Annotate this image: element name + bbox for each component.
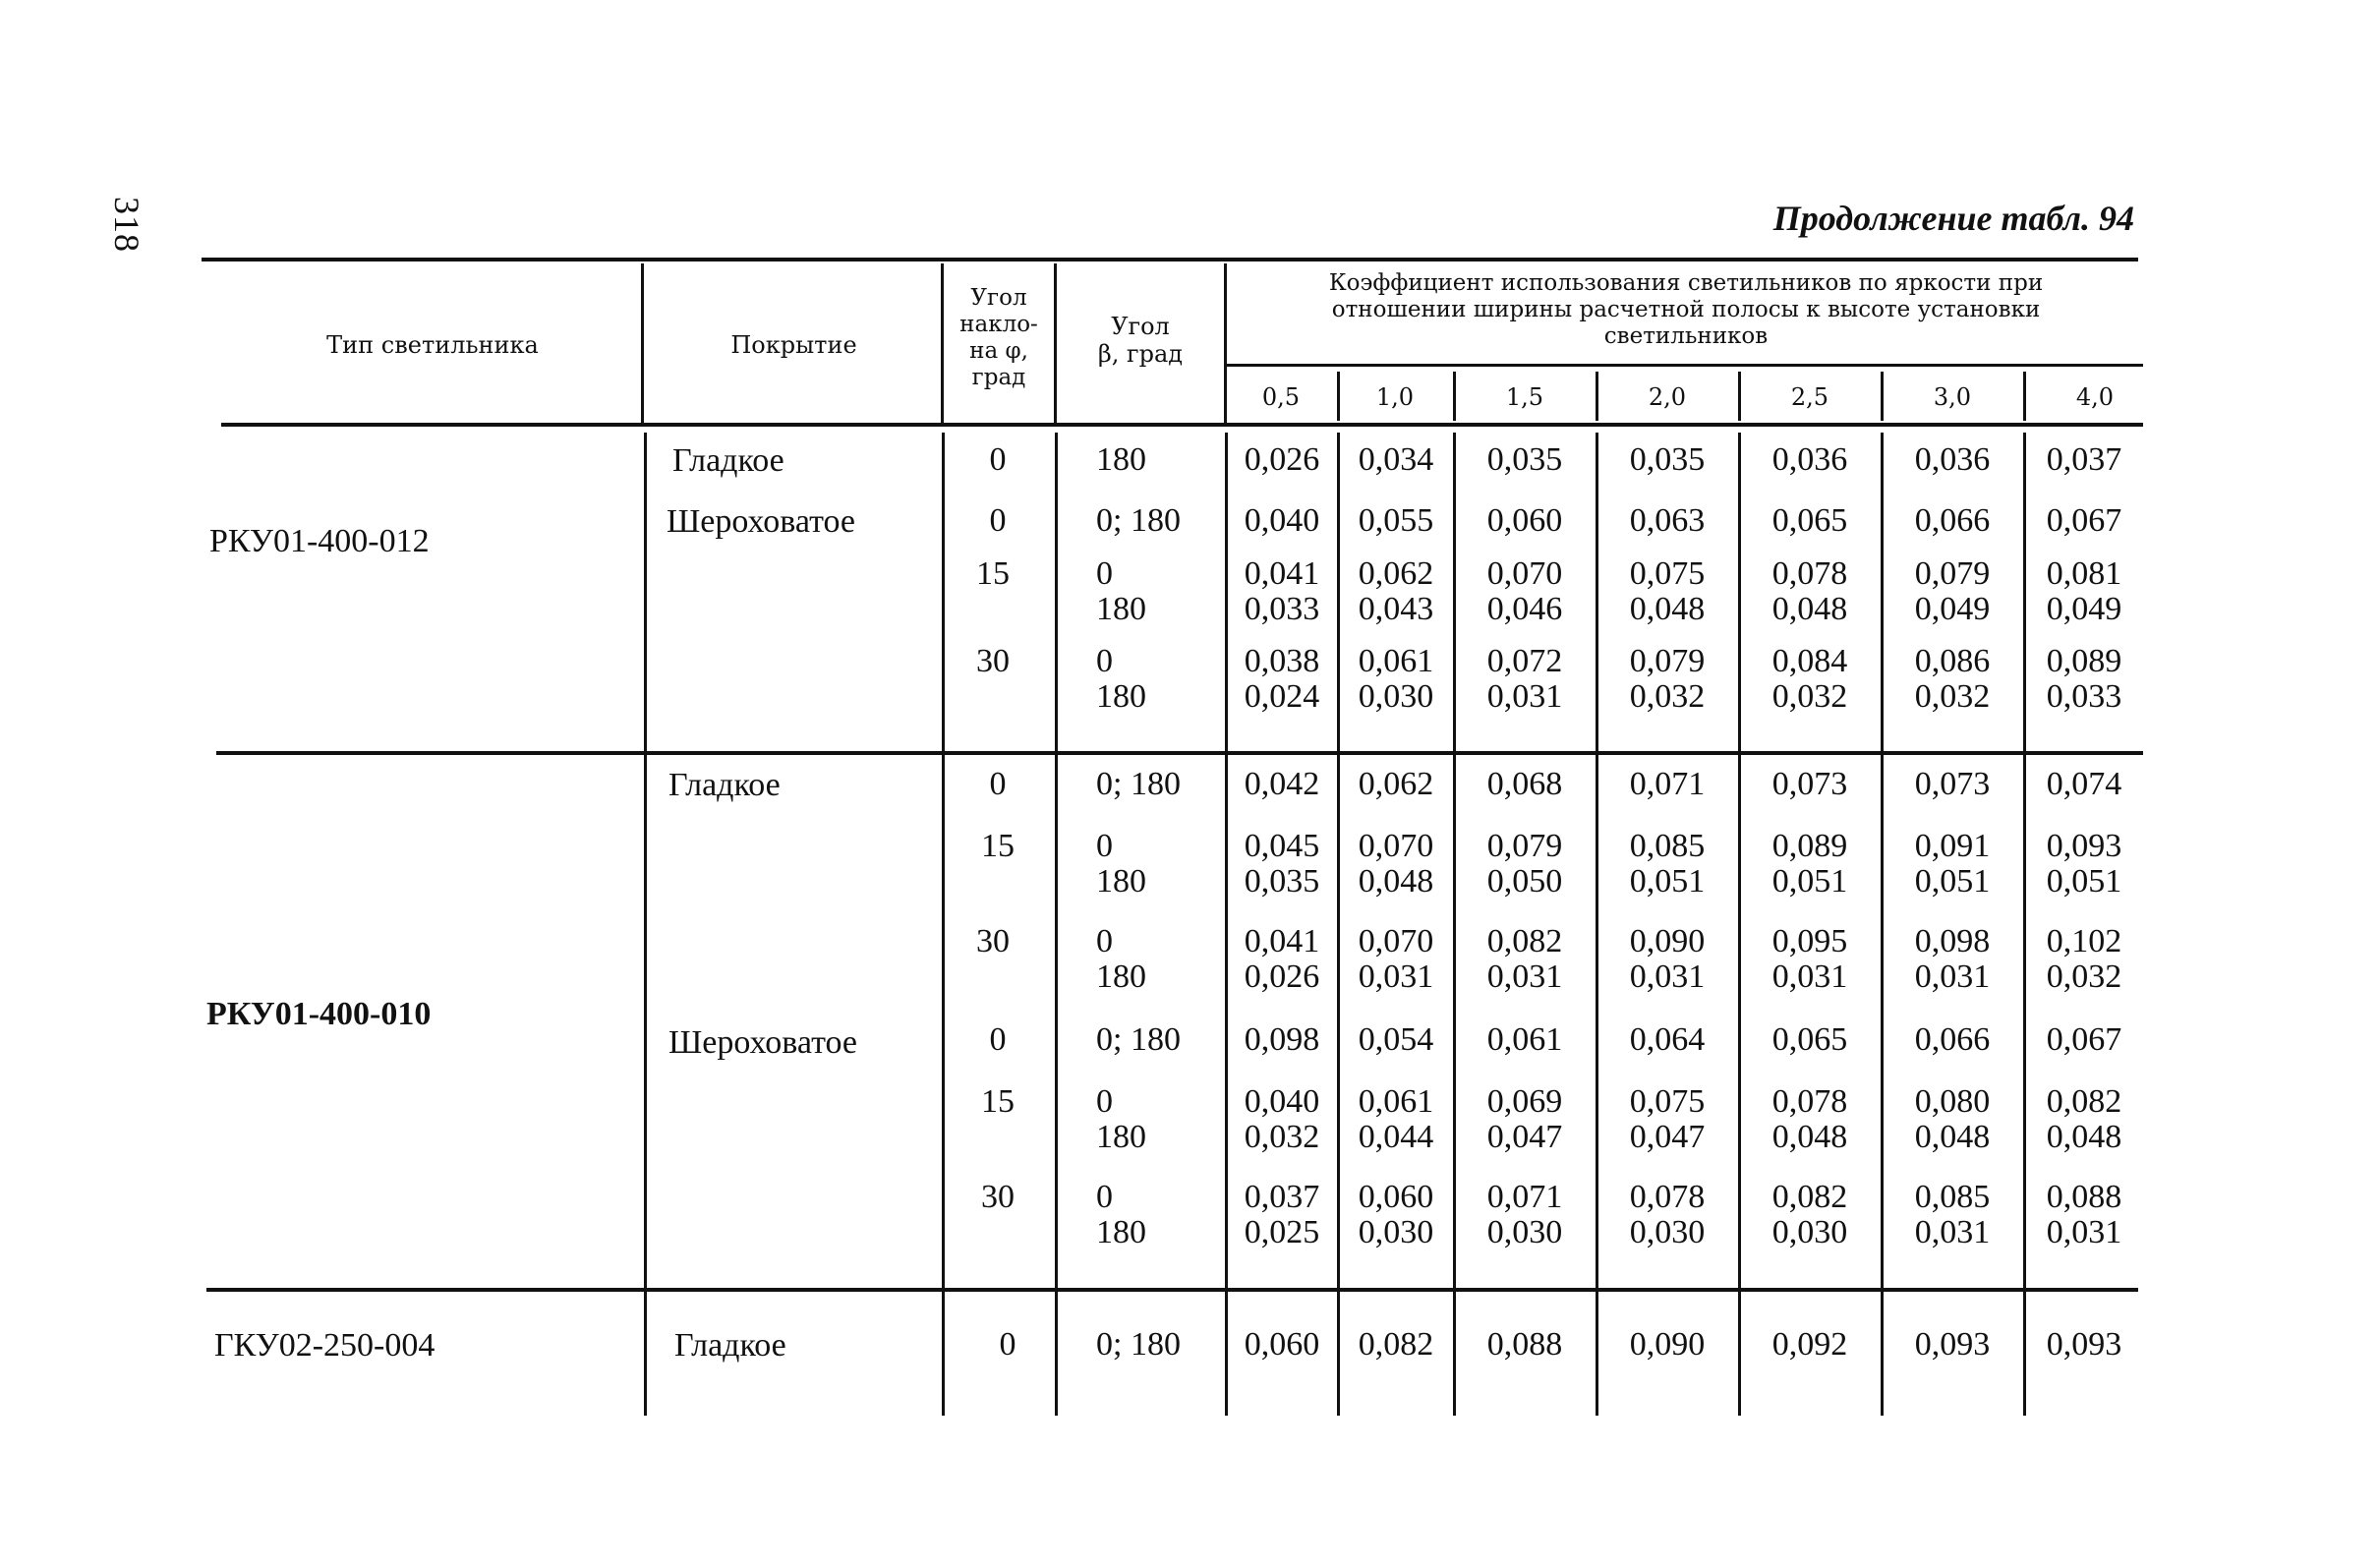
beta-value: 0; 180	[1096, 1021, 1181, 1058]
beta-value: 180	[1096, 1214, 1146, 1250]
header-angle-phi-line: накло-	[959, 312, 1038, 337]
coefficient-value: 0,074	[2046, 766, 2122, 802]
coefficient-value: 0,092	[1771, 1326, 1848, 1363]
beta-value: 0	[1096, 555, 1113, 592]
header-coef-line: отношении ширины расчетной полосы к высоте установки	[1331, 297, 2041, 322]
header-angle-phi-line: на φ,	[969, 338, 1028, 364]
coefficient-value: 0,079	[1914, 555, 1991, 592]
coefficient-value: 0,051	[1629, 863, 1706, 900]
coefficient-value: 0,030	[1771, 1214, 1848, 1250]
beta-value: 180	[1096, 1119, 1146, 1155]
coefficient-value: 0,073	[1914, 766, 1991, 802]
coefficient-value: 0,060	[1486, 502, 1563, 539]
coefficient-value: 0,031	[1486, 678, 1563, 715]
coefficient-value: 0,037	[2046, 441, 2122, 478]
coefficient-value: 0,089	[2046, 643, 2122, 679]
fixture-type: РКУ01-400-012	[209, 523, 430, 559]
header-angle-beta	[1057, 313, 1224, 368]
coefficient-value: 0,098	[1914, 923, 1991, 959]
ratio-2-0: 2,0	[1648, 383, 1687, 411]
coef-subheader-rule	[1227, 364, 2143, 367]
phi-value: 15	[981, 828, 1015, 864]
body-vline-beta	[1055, 433, 1058, 1416]
coefficient-value: 0,055	[1358, 502, 1434, 539]
coefficient-value: 0,024	[1244, 678, 1320, 715]
phi-value: 30	[981, 1179, 1015, 1215]
phi-value: 0	[989, 766, 1007, 802]
coefficient-value: 0,049	[1914, 591, 1991, 627]
coefficient-value: 0,088	[2046, 1179, 2122, 1215]
header-coefficient	[1229, 270, 2143, 350]
coefficient-value: 0,041	[1244, 923, 1320, 959]
coefficient-value: 0,078	[1771, 1083, 1848, 1120]
coefficient-value: 0,062	[1358, 555, 1434, 592]
coefficient-value: 0,051	[2046, 863, 2122, 900]
coefficient-value: 0,031	[1629, 958, 1706, 995]
coefficient-value: 0,089	[1771, 828, 1848, 864]
beta-value: 0; 180	[1096, 1326, 1181, 1363]
coefficient-value: 0,048	[2046, 1119, 2122, 1155]
beta-values	[1096, 924, 1146, 995]
fixture-type: ГКУ02-250-004	[214, 1327, 435, 1364]
coefficient-value: 0,062	[1358, 766, 1434, 802]
coefficient-value: 0,040	[1244, 502, 1320, 539]
ratio-3-0: 3,0	[1933, 383, 1972, 411]
coefficient-value: 0,030	[1629, 1214, 1706, 1250]
coefficient-value: 0,043	[1358, 591, 1434, 627]
coefficient-value: 0,072	[1486, 643, 1563, 679]
beta-value: 0	[1096, 923, 1113, 959]
header-angle-phi-line: Угол	[970, 285, 1027, 311]
coefficient-value: 0,031	[2046, 1214, 2122, 1250]
coefficient-value: 0,030	[1486, 1214, 1563, 1250]
coefficient-value: 0,078	[1771, 555, 1848, 592]
coefficient-value: 0,093	[2046, 1326, 2122, 1363]
coefficient-value: 0,033	[2046, 678, 2122, 715]
coefficient-value: 0,051	[1771, 863, 1848, 900]
coefficient-value: 0,031	[1914, 1214, 1991, 1250]
coefficient-value: 0,026	[1244, 958, 1320, 995]
coefficient-value: 0,030	[1358, 1214, 1434, 1250]
beta-value: 0; 180	[1096, 766, 1181, 802]
coefficient-value: 0,102	[2046, 923, 2122, 959]
coefficient-value: 0,048	[1358, 863, 1434, 900]
coefficient-value: 0,036	[1914, 441, 1991, 478]
coefficient-value: 0,060	[1244, 1326, 1320, 1363]
coefficient-value: 0,066	[1914, 502, 1991, 539]
header-coating: Покрытие	[730, 331, 857, 359]
header-angle-phi-line: град	[971, 365, 1026, 390]
coefficient-value: 0,032	[1629, 678, 1706, 715]
coefficient-value: 0,093	[2046, 828, 2122, 864]
beta-values	[1096, 829, 1146, 900]
coefficient-value: 0,075	[1629, 1083, 1706, 1120]
beta-values	[1096, 1084, 1146, 1155]
coefficient-value: 0,061	[1358, 1083, 1434, 1120]
phi-value: 0	[989, 441, 1007, 478]
coefficient-value: 0,086	[1914, 643, 1991, 679]
coefficient-value: 0,032	[1771, 678, 1848, 715]
ratio-4-0: 4,0	[2075, 383, 2115, 411]
header-coef-line: Коэффициент использования светильников по яркости при	[1328, 270, 2044, 296]
beta-values	[1096, 556, 1146, 627]
beta-value: 0	[1096, 828, 1113, 864]
page-number: 318	[107, 197, 146, 253]
coefficient-value: 0,046	[1486, 591, 1563, 627]
header-angle-beta-line: β, град	[1097, 340, 1184, 368]
coating-label: Шероховатое	[668, 1024, 857, 1061]
coating-label: Шероховатое	[667, 503, 855, 540]
coefficient-value: 0,044	[1358, 1119, 1434, 1155]
coefficient-value: 0,085	[1914, 1179, 1991, 1215]
phi-value: 15	[981, 1083, 1015, 1120]
coefficient-value: 0,050	[1486, 863, 1563, 900]
beta-value: 180	[1096, 863, 1146, 900]
coefficient-value: 0,066	[1914, 1021, 1991, 1058]
coefficient-value: 0,035	[1244, 863, 1320, 900]
coefficient-value: 0,030	[1358, 678, 1434, 715]
header-angle-beta-line: Угол	[1111, 313, 1170, 340]
coefficient-value: 0,071	[1486, 1179, 1563, 1215]
coefficient-value: 0,065	[1771, 502, 1848, 539]
header-angle-phi	[944, 285, 1054, 391]
beta-value: 180	[1096, 678, 1146, 715]
coefficient-value: 0,079	[1486, 828, 1563, 864]
coefficient-value: 0,084	[1771, 643, 1848, 679]
ratio-0-5: 0,5	[1261, 383, 1301, 411]
coating-label: Гладкое	[674, 1327, 786, 1364]
coefficient-value: 0,025	[1244, 1214, 1320, 1250]
coefficient-value: 0,088	[1486, 1326, 1563, 1363]
coefficient-value: 0,040	[1244, 1083, 1320, 1120]
coefficient-value: 0,031	[1358, 958, 1434, 995]
coefficient-value: 0,073	[1771, 766, 1848, 802]
coefficient-value: 0,090	[1629, 923, 1706, 959]
coefficient-value: 0,065	[1771, 1021, 1848, 1058]
section-rule-1	[216, 751, 2143, 755]
body-vline-coating	[644, 433, 647, 1416]
coefficient-value: 0,038	[1244, 643, 1320, 679]
coefficient-value: 0,080	[1914, 1083, 1991, 1120]
coefficient-value: 0,095	[1771, 923, 1848, 959]
coefficient-value: 0,054	[1358, 1021, 1434, 1058]
fixture-type: РКУ01-400-010	[206, 996, 432, 1032]
ratio-1-5: 1,5	[1505, 383, 1544, 411]
coefficient-value: 0,098	[1244, 1021, 1320, 1058]
beta-values	[1096, 644, 1146, 715]
coefficient-value: 0,042	[1244, 766, 1320, 802]
ratio-1-0: 1,0	[1375, 383, 1415, 411]
coefficient-value: 0,033	[1244, 591, 1320, 627]
beta-value: 0	[1096, 1179, 1113, 1215]
coefficient-value: 0,068	[1486, 766, 1563, 802]
coefficient-value: 0,031	[1771, 958, 1848, 995]
coefficient-value: 0,075	[1629, 555, 1706, 592]
beta-values	[1096, 1180, 1146, 1250]
coefficient-value: 0,032	[1914, 678, 1991, 715]
beta-value: 0	[1096, 1083, 1113, 1120]
beta-value: 180	[1096, 441, 1146, 478]
coefficient-value: 0,064	[1629, 1021, 1706, 1058]
coefficient-value: 0,031	[1486, 958, 1563, 995]
coefficient-value: 0,047	[1486, 1119, 1563, 1155]
coefficient-value: 0,041	[1244, 555, 1320, 592]
coefficient-value: 0,051	[1914, 863, 1991, 900]
coefficient-value: 0,036	[1771, 441, 1848, 478]
coefficient-value: 0,071	[1629, 766, 1706, 802]
coefficient-value: 0,070	[1358, 923, 1434, 959]
coating-label: Гладкое	[668, 767, 781, 803]
coefficient-value: 0,069	[1486, 1083, 1563, 1120]
header-bottom-rule	[221, 423, 2143, 427]
coefficient-value: 0,082	[2046, 1083, 2122, 1120]
coefficient-value: 0,063	[1629, 502, 1706, 539]
table-top-rule	[202, 258, 2138, 261]
coefficient-value: 0,079	[1629, 643, 1706, 679]
ratio-2-5: 2,5	[1790, 383, 1829, 411]
beta-value: 0	[1096, 643, 1113, 679]
phi-value: 30	[976, 923, 1010, 959]
phi-value: 30	[976, 643, 1010, 679]
hdr-vline-1	[641, 263, 644, 423]
coefficient-value: 0,061	[1358, 643, 1434, 679]
coefficient-value: 0,078	[1629, 1179, 1706, 1215]
coefficient-value: 0,035	[1486, 441, 1563, 478]
coating-label: Гладкое	[672, 442, 784, 479]
coefficient-value: 0,070	[1358, 828, 1434, 864]
coefficient-value: 0,047	[1629, 1119, 1706, 1155]
coefficient-value: 0,037	[1244, 1179, 1320, 1215]
phi-value: 0	[999, 1326, 1016, 1363]
beta-value: 180	[1096, 591, 1146, 627]
coefficient-value: 0,049	[2046, 591, 2122, 627]
beta-value: 180	[1096, 958, 1146, 995]
phi-value: 0	[989, 502, 1007, 539]
coefficient-value: 0,093	[1914, 1326, 1991, 1363]
coefficient-value: 0,067	[2046, 502, 2122, 539]
header-type: Тип светильника	[326, 331, 539, 359]
coefficient-value: 0,026	[1244, 441, 1320, 478]
beta-value: 0; 180	[1096, 502, 1181, 539]
coefficient-value: 0,034	[1358, 441, 1434, 478]
coefficient-value: 0,035	[1629, 441, 1706, 478]
section-rule-2	[206, 1288, 2138, 1292]
coefficient-value: 0,085	[1629, 828, 1706, 864]
phi-value: 15	[976, 555, 1010, 592]
coefficient-value: 0,081	[2046, 555, 2122, 592]
coefficient-value: 0,082	[1358, 1326, 1434, 1363]
coefficient-value: 0,067	[2046, 1021, 2122, 1058]
coefficient-value: 0,082	[1486, 923, 1563, 959]
coefficient-value: 0,048	[1771, 1119, 1848, 1155]
coefficient-value: 0,060	[1358, 1179, 1434, 1215]
coefficient-value: 0,070	[1486, 555, 1563, 592]
header-coef-line: светильников	[1603, 323, 1769, 349]
coefficient-value: 0,032	[2046, 958, 2122, 995]
coefficient-value: 0,090	[1629, 1326, 1706, 1363]
coefficient-value: 0,048	[1914, 1119, 1991, 1155]
coefficient-value: 0,091	[1914, 828, 1991, 864]
table-caption: Продолжение табл. 94	[1772, 199, 2134, 238]
coefficient-value: 0,031	[1914, 958, 1991, 995]
coefficient-value: 0,048	[1629, 591, 1706, 627]
phi-value: 0	[989, 1021, 1007, 1058]
coefficient-value: 0,045	[1244, 828, 1320, 864]
coefficient-value: 0,032	[1244, 1119, 1320, 1155]
coefficient-value: 0,082	[1771, 1179, 1848, 1215]
coefficient-value: 0,048	[1771, 591, 1848, 627]
coefficient-value: 0,061	[1486, 1021, 1563, 1058]
